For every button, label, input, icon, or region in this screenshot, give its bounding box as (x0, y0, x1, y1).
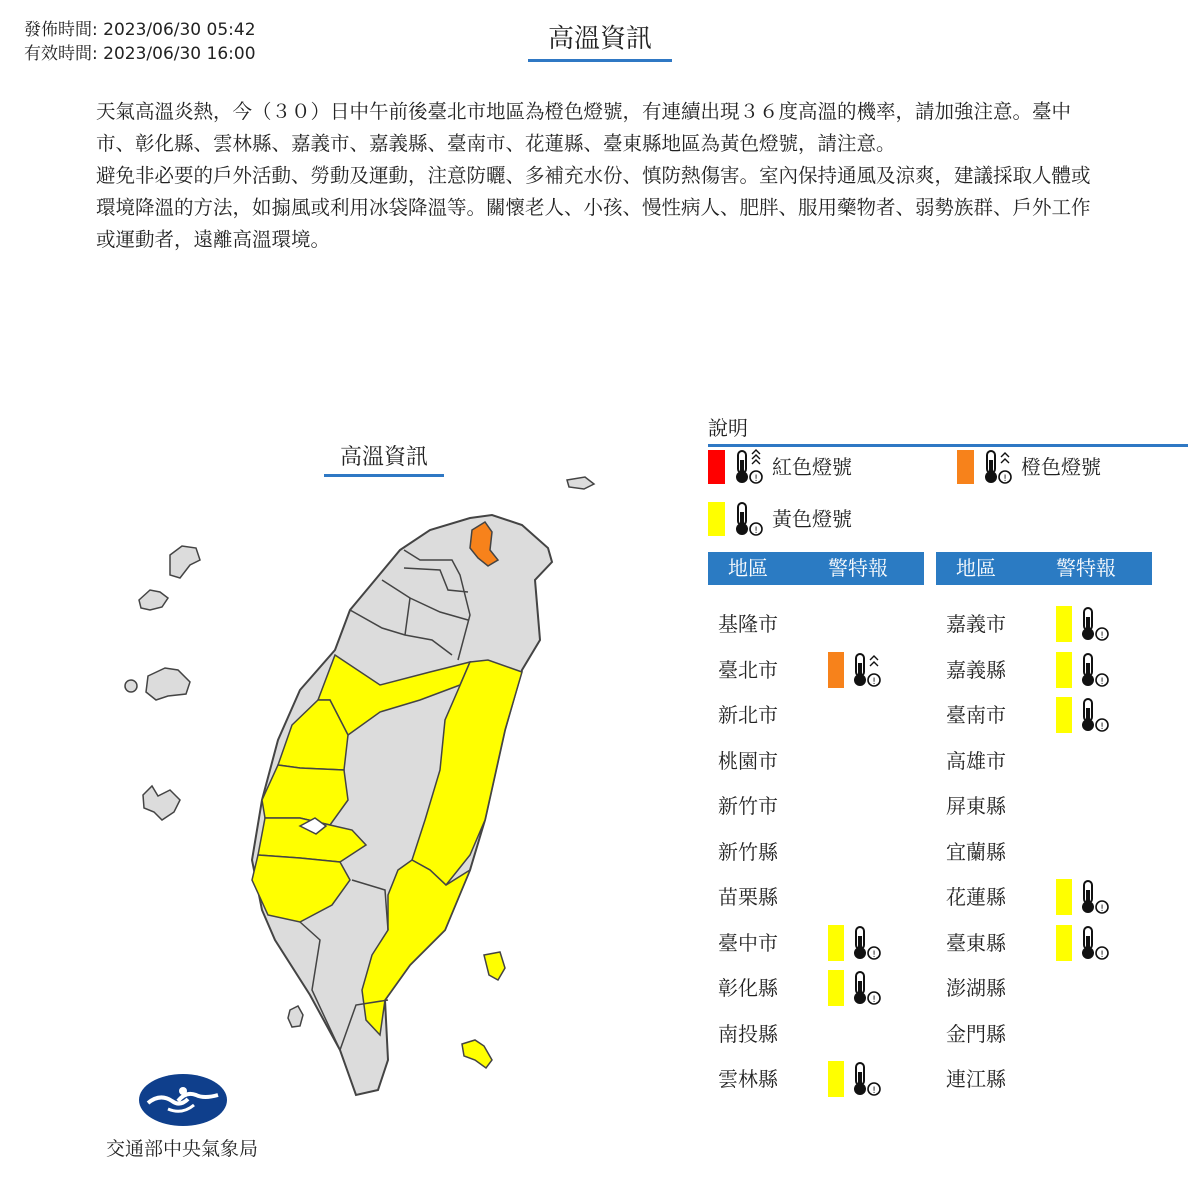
legend-red-swatch (708, 450, 725, 484)
yellow-level-swatch (828, 1061, 844, 1097)
region-name: 嘉義縣 (946, 658, 1006, 682)
yellow-level-swatch (1056, 879, 1072, 915)
legend-title: 說明 (708, 412, 1188, 447)
region-name: 基隆市 (718, 612, 778, 636)
region-name: 嘉義市 (946, 612, 1006, 636)
yellow-level-swatch (828, 925, 844, 961)
thermometer-warning-icon (848, 969, 884, 1007)
svg-text:!: ! (754, 526, 758, 536)
thermometer-double-arrow-icon (979, 448, 1015, 486)
table-header-left (708, 552, 924, 585)
header-region: 地區 (728, 556, 768, 580)
legend-orange-label: 橙色燈號 (1021, 455, 1101, 479)
region-name: 彰化縣 (718, 976, 778, 1000)
thermometer-warning-icon (1076, 651, 1112, 689)
map-island-kinmen-1 (170, 546, 200, 578)
map-island-green (484, 952, 505, 980)
map-island-penghu-1 (146, 668, 190, 700)
map-island-penghu-2 (125, 680, 137, 692)
region-name: 臺中市 (718, 931, 778, 955)
orange-level-swatch (828, 652, 844, 688)
region-name: 臺東縣 (946, 931, 1006, 955)
svg-text:!: ! (1100, 677, 1104, 687)
thermometer-warning-icon (848, 924, 884, 962)
thermometer-warning-icon (1076, 924, 1112, 962)
region-name: 宜蘭縣 (946, 840, 1006, 864)
region-name: 新竹縣 (718, 840, 778, 864)
page-title: 高溫資訊 (528, 18, 672, 62)
yellow-level-swatch (1056, 652, 1072, 688)
issue-time: 發佈時間: 2023/06/30 05:42 (24, 20, 256, 40)
region-name: 臺北市 (718, 658, 778, 682)
legend-yellow-swatch (708, 502, 725, 536)
header-region: 地區 (956, 556, 996, 580)
region-name: 苗栗縣 (718, 885, 778, 909)
svg-text:!: ! (872, 1086, 876, 1096)
thermometer-warning-icon (848, 1060, 884, 1098)
map-island-liuqiu (288, 1006, 303, 1027)
map-island-kinmen-2 (139, 590, 168, 610)
region-name: 連江縣 (946, 1067, 1006, 1091)
thermometer-triple-arrow-icon (730, 448, 766, 486)
map-title: 高溫資訊 (324, 440, 444, 477)
svg-text:!: ! (754, 474, 758, 484)
svg-text:!: ! (1003, 474, 1007, 484)
svg-text:!: ! (872, 995, 876, 1005)
region-name: 金門縣 (946, 1022, 1006, 1046)
map-region-yunlin (262, 765, 348, 825)
cwb-logo (138, 1073, 228, 1127)
taiwan-map (120, 460, 620, 1120)
region-name: 高雄市 (946, 749, 1006, 773)
svg-text:!: ! (1100, 631, 1104, 641)
header-warning: 警特報 (828, 556, 888, 580)
region-name: 新竹市 (718, 794, 778, 818)
agency-name: 交通部中央氣象局 (105, 1138, 258, 1160)
region-name: 澎湖縣 (946, 976, 1006, 1000)
thermometer-warning-icon (730, 500, 766, 538)
region-name: 花蓮縣 (946, 885, 1006, 909)
legend-yellow-label: 黃色燈號 (772, 507, 852, 531)
thermometer-double-arrow-icon (848, 651, 884, 689)
map-island-matsu (567, 477, 594, 489)
yellow-level-swatch (828, 970, 844, 1006)
svg-text:!: ! (872, 677, 876, 687)
legend-red-label: 紅色燈號 (772, 455, 852, 479)
thermometer-warning-icon (1076, 696, 1112, 734)
thermometer-warning-icon (1076, 878, 1112, 916)
map-island-penghu-3 (143, 786, 180, 820)
legend-orange-swatch (957, 450, 974, 484)
region-name: 屏東縣 (946, 794, 1006, 818)
header-warning: 警特報 (1056, 556, 1116, 580)
yellow-level-swatch (1056, 606, 1072, 642)
thermometer-warning-icon (1076, 605, 1112, 643)
svg-text:!: ! (1100, 904, 1104, 914)
region-name: 南投縣 (718, 1022, 778, 1046)
region-name: 新北市 (718, 703, 778, 727)
svg-text:!: ! (872, 950, 876, 960)
yellow-level-swatch (1056, 697, 1072, 733)
map-island-orchid (462, 1040, 492, 1068)
region-name: 臺南市 (946, 703, 1006, 727)
region-name: 桃園市 (718, 749, 778, 773)
region-name: 雲林縣 (718, 1067, 778, 1091)
svg-text:!: ! (1100, 950, 1104, 960)
svg-text:!: ! (1100, 722, 1104, 732)
advisory-text: 天氣高溫炎熱，今（３０）日中午前後臺北市地區為橙色燈號，有連續出現３６度高溫的機率，請加強注意。臺中市、彰化縣、雲林縣、嘉義市、嘉義縣、臺南市、花蓮縣、臺東縣地區為黃色燈號，請注意。 避免非必要的戶外活動、勞動及運動，注意防曬、多補充水份、慎防熱傷害。室內保持通風及涼爽，建議採取人體或環境降溫的方法，如搧風或利用冰袋降溫等。關懷老人、小孩、慢性病人、肥胖、服用藥物者、弱勢族群、戶外工作或運動者，遠離高溫環境。 (96, 100, 1091, 251)
table-header-right (936, 552, 1152, 585)
valid-time: 有效時間: 2023/06/30 16:00 (24, 44, 256, 64)
yellow-level-swatch (1056, 925, 1072, 961)
